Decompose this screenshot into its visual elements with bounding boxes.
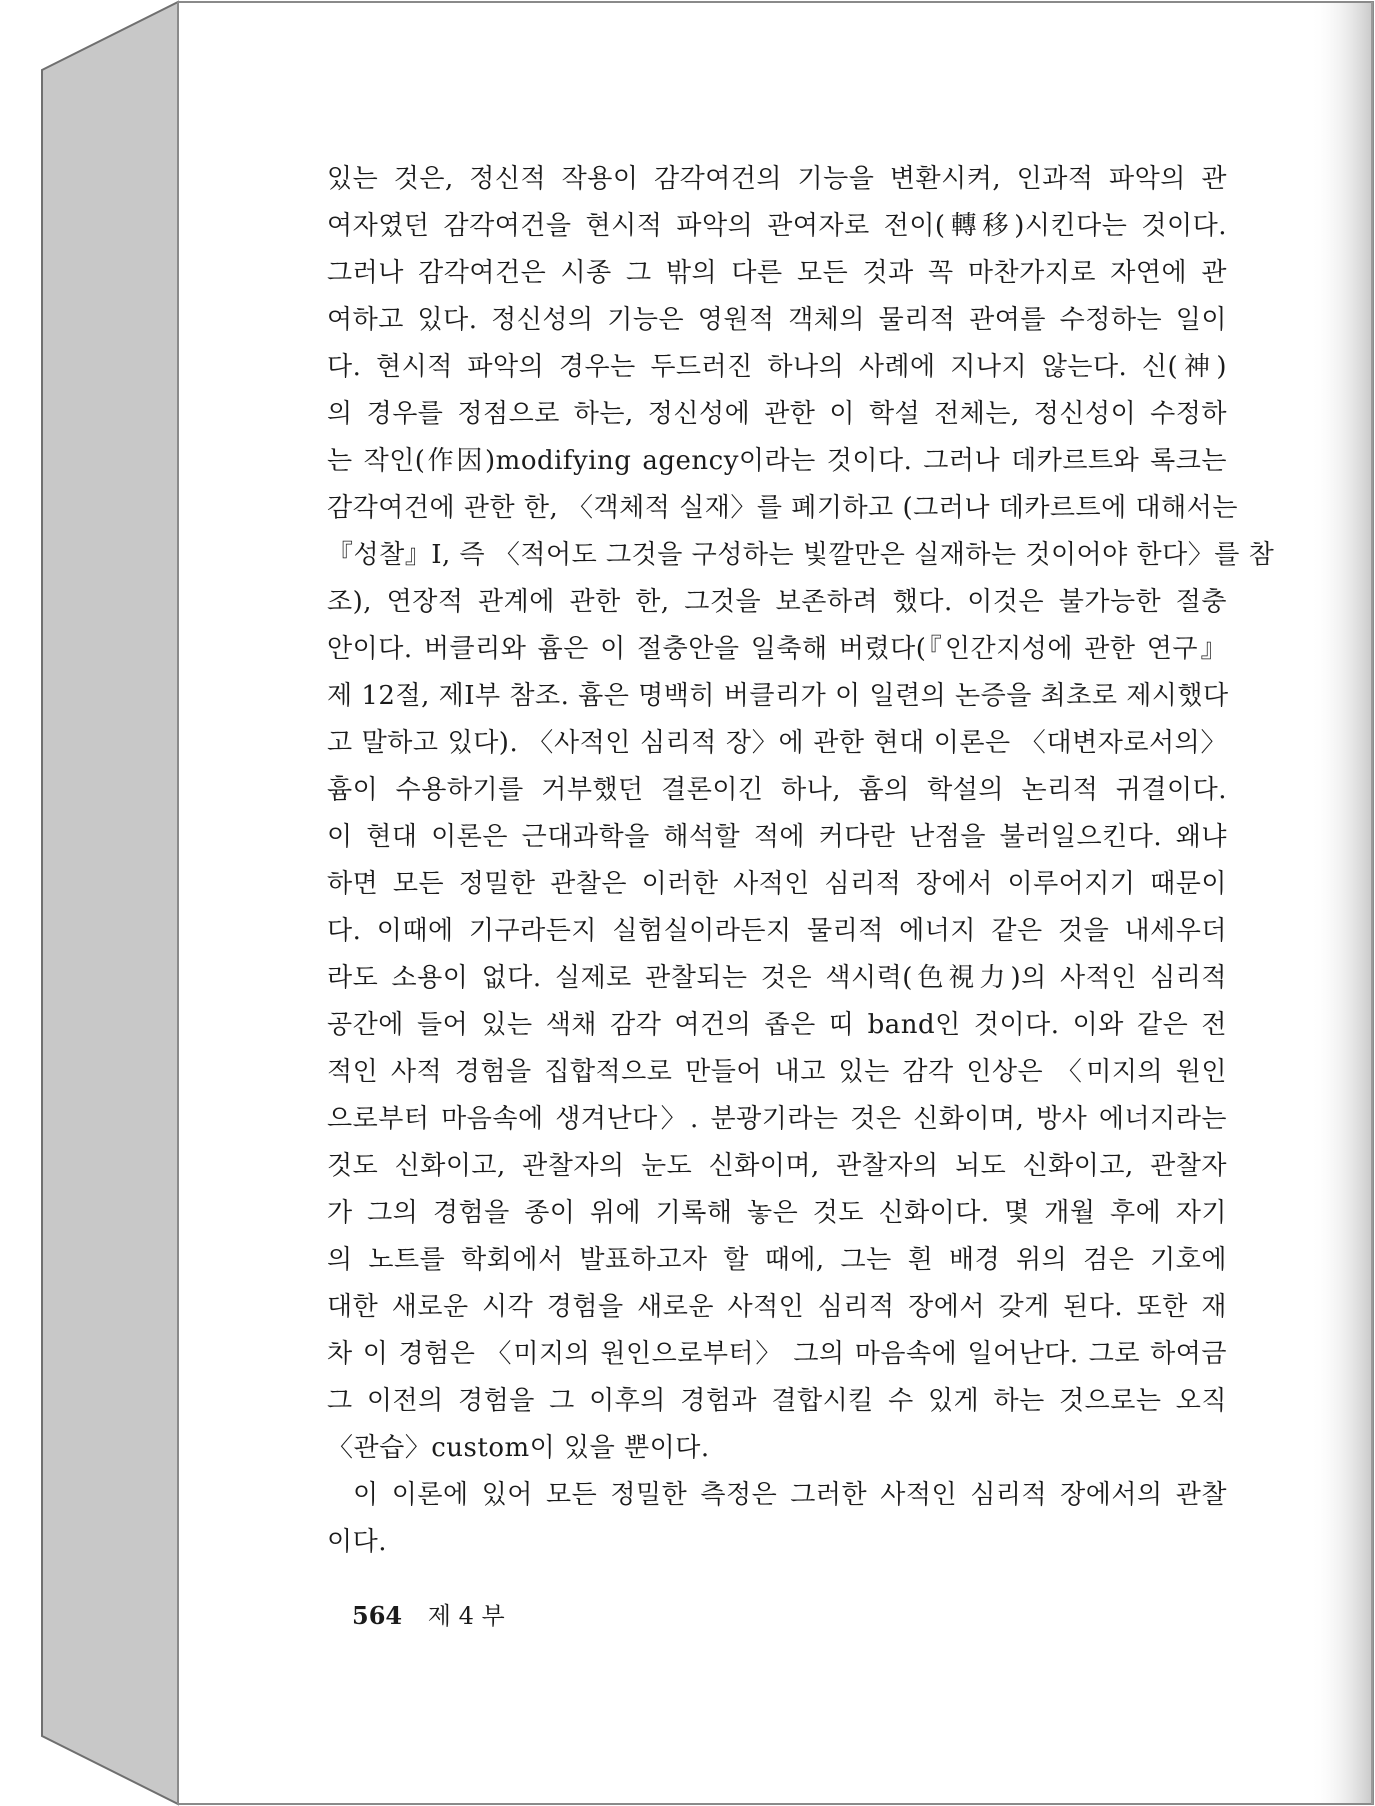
text-line: 여자였던 감각여건을 현시적 파악의 관여자로 전이(轉移)시킨다는 것이다. bbox=[327, 211, 1227, 241]
text-line: 공간에 들어 있는 색채 감각 여건의 좁은 띠 band인 것이다. 이와 같은 전 bbox=[327, 1010, 1227, 1040]
text-line: 조), 연장적 관계에 관한 한, 그것을 보존하려 했다. 이것은 불가능한 절충 bbox=[327, 587, 1227, 617]
text-line: 는 작인(作因)modifying agency이라는 것이다. 그러나 데카르트와 록크는 bbox=[327, 446, 1227, 476]
text-line: 대한 새로운 시각 경험을 새로운 사적인 심리적 장에서 갖게 된다. 또한 재 bbox=[327, 1292, 1227, 1322]
text-line: 가 그의 경험을 종이 위에 기록해 놓은 것도 신화이다. 몇 개월 후에 자기 bbox=[327, 1198, 1227, 1228]
body-text bbox=[327, 156, 1275, 1566]
text-line: 것도 신화이고, 관찰자의 눈도 신화이며, 관찰자의 뇌도 신화이고, 관찰자 bbox=[327, 1151, 1227, 1181]
text-line: 이 이론에 있어 모든 정밀한 측정은 그러한 사적인 심리적 장에서의 관찰 bbox=[353, 1480, 1227, 1510]
text-line: 감각여건에 관한 한, 〈객체적 실재〉를 폐기하고 (그러나 데카르트에 대해서는 bbox=[327, 493, 1239, 523]
text-line: 의 노트를 학회에서 발표하고자 할 때에, 그는 흰 배경 위의 검은 기호에 bbox=[327, 1245, 1227, 1275]
text-line: 다. 현시적 파악의 경우는 두드러진 하나의 사례에 지나지 않는다. 신(神) bbox=[327, 352, 1227, 382]
text-line: 안이다. 버클리와 흄은 이 절충안을 일축해 버렸다(『인간지성에 관한 연구』 bbox=[327, 634, 1227, 664]
text-line: 이다. bbox=[327, 1527, 387, 1557]
text-line: 그러나 감각여건은 시종 그 밖의 다른 모든 것과 꼭 마찬가지로 자연에 관 bbox=[327, 258, 1227, 288]
text-line: 그 이전의 경험을 그 이후의 경험과 결합시킬 수 있게 하는 것으로는 오직 bbox=[327, 1386, 1227, 1416]
text-line: 라도 소용이 없다. 실제로 관찰되는 것은 색시력(色視力)의 사적인 심리적 bbox=[327, 963, 1227, 993]
text-line: 흄이 수용하기를 거부했던 결론이긴 하나, 흄의 학설의 논리적 귀결이다. bbox=[327, 775, 1227, 805]
text-line: 다. 이때에 기구라든지 실험실이라든지 물리적 에너지 같은 것을 내세우더 bbox=[327, 916, 1227, 946]
book-spine bbox=[42, 2, 178, 1804]
text-line: 하면 모든 정밀한 관찰은 이러한 사적인 심리적 장에서 이루어지기 때문이 bbox=[327, 869, 1227, 899]
text-line: 〈관습〉custom이 있을 뿐이다. bbox=[327, 1433, 710, 1463]
page-number: 564 bbox=[352, 1601, 403, 1630]
text-line: 고 말하고 있다). 〈사적인 심리적 장〉에 관한 현대 이론은 〈대변자로서의〉 bbox=[327, 728, 1227, 758]
text-line: 으로부터 마음속에 생겨난다〉. 분광기라는 것은 신화이며, 방사 에너지라는 bbox=[327, 1104, 1227, 1134]
text-line: 제 12절, 제Ⅰ부 참조. 흄은 명백히 버클리가 이 일련의 논증을 최초로 제시했다 bbox=[327, 681, 1229, 711]
part-label: 제 4 부 bbox=[427, 1602, 505, 1630]
text-line: 여하고 있다. 정신성의 기능은 영원적 객체의 물리적 관여를 수정하는 일이 bbox=[327, 305, 1227, 335]
text-line: 차 이 경험은 〈미지의 원인으로부터〉 그의 마음속에 일어난다. 그로 하여금 bbox=[327, 1339, 1227, 1369]
text-line: 있는 것은, 정신적 작용이 감각여건의 기능을 변환시켜, 인과적 파악의 관 bbox=[327, 164, 1227, 194]
text-line: 『성찰』Ⅰ, 즉 〈적어도 그것을 구성하는 빛깔만은 실재하는 것이어야 한다〉를 참 bbox=[327, 540, 1275, 570]
text-line: 이 현대 이론은 근대과학을 해석할 적에 커다란 난점을 불러일으킨다. 왜냐 bbox=[327, 822, 1227, 852]
text-line: 적인 사적 경험을 집합적으로 만들어 내고 있는 감각 인상은 〈미지의 원인 bbox=[327, 1057, 1227, 1087]
page-footer bbox=[352, 1596, 505, 1631]
text-line: 의 경우를 정점으로 하는, 정신성에 관한 이 학설 전체는, 정신성이 수정하 bbox=[327, 399, 1227, 429]
